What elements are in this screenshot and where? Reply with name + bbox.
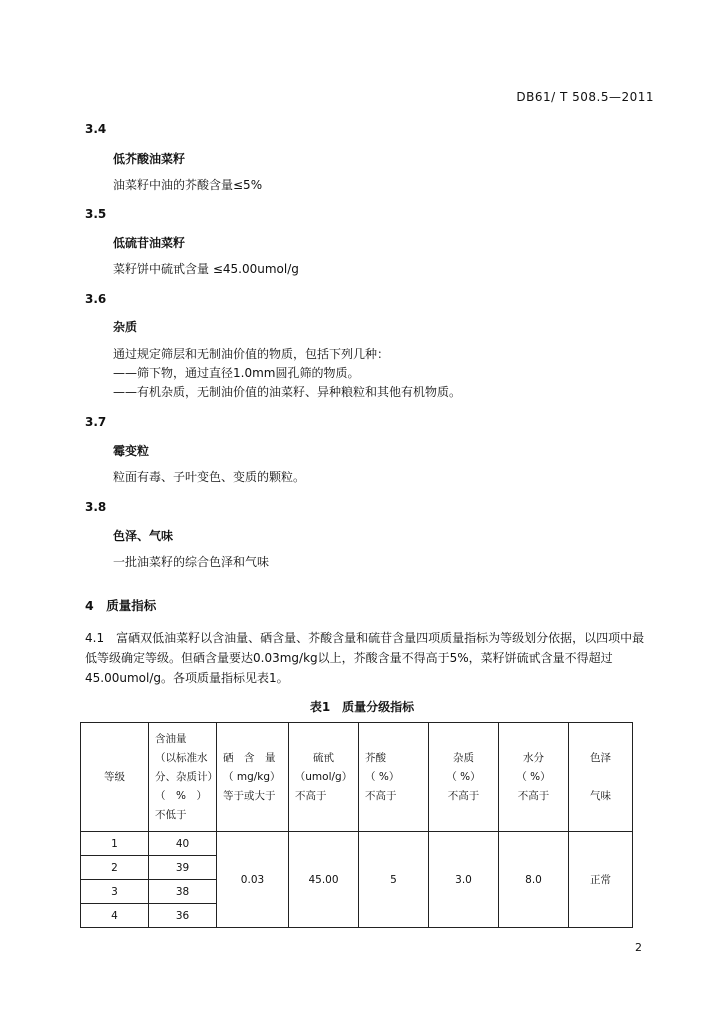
header-impurity-line-1: 杂质 (453, 751, 474, 764)
header-grade (81, 723, 149, 832)
header-impurity-line-2: （ %） (446, 770, 481, 783)
paragraph-4-1: 4.1 富硒双低油菜籽以含油量、硒含量、芥酸含量和硫苷含量四项质量指标为等级划分依据，以四项中最低等级确定等级。但硒含量要达0.03mg/kg以上，芥酸含量不得高于5%，菜籽饼硫甙含量不得超过45.00umol/g。各项质量指标见表1。 (85, 631, 645, 685)
cell-oil: 40 (149, 832, 217, 856)
header-color-odor (569, 723, 633, 832)
quality-grade-table (80, 722, 633, 928)
cell-impurity: 3.0 (429, 832, 499, 928)
header-moisture-line-2: （ %） (516, 770, 551, 783)
header-gsl-line-1: 硫甙 (313, 751, 334, 764)
cell-selenium: 0.03 (217, 832, 289, 928)
cell-moisture: 8.0 (499, 832, 569, 928)
section-number-3-8: 3.8 (85, 500, 107, 514)
table-header-row (81, 723, 633, 832)
section-term-3-8: 色泽、气味 (113, 529, 174, 543)
cell-erucic-acid: 5 (359, 832, 429, 928)
header-color-line-2: 气味 (590, 789, 611, 802)
header-oil-line-3: 分、杂质计） (155, 770, 218, 783)
header-erucic-acid (359, 723, 429, 832)
header-selenium-content (217, 723, 289, 832)
header-moisture-line-1: 水分 (523, 751, 544, 764)
section-term-3-6: 杂质 (113, 320, 138, 334)
header-color-line-1: 色泽 (590, 751, 611, 764)
cell-color-odor: 正常 (569, 832, 633, 928)
header-gsl-line-3: 不高于 (295, 789, 327, 802)
standard-code: DB61/ T 508.5—2011 (516, 90, 654, 104)
section-term-3-7: 霉变粒 (113, 444, 150, 458)
section-number-3-4: 3.4 (85, 122, 107, 136)
header-erucic-line-1: 芥酸 (365, 751, 386, 764)
header-erucic-line-2: （ %） (365, 770, 400, 783)
header-gsl-line-2: （umol/g） (294, 770, 353, 783)
section-term-3-5: 低硫苷油菜籽 (113, 236, 186, 250)
section-definition-3-4: 油菜籽中油的芥酸含量≤5% (113, 178, 263, 192)
header-oil-content (149, 723, 217, 832)
section-definition-3-5: 菜籽饼中硫甙含量 ≤45.00umol/g (113, 262, 299, 276)
header-se-line-3: 等于或大于 (223, 789, 276, 802)
header-impurity-line-3: 不高于 (447, 789, 480, 802)
table-row (81, 832, 633, 856)
section-definition-3-6-line-2: ——筛下物，通过直径1.0mm圆孔筛的物质。 (113, 366, 360, 380)
header-grade-label: 等级 (104, 770, 125, 783)
cell-grade: 2 (81, 856, 149, 880)
header-impurity (429, 723, 499, 832)
header-moisture-line-3: 不高于 (517, 789, 550, 802)
header-oil-line-4: （ % ） (155, 789, 207, 802)
cell-oil: 39 (149, 856, 217, 880)
cell-glucosinolate: 45.00 (289, 832, 359, 928)
section-definition-3-7: 粒面有毒、子叶变色、变质的颗粒。 (113, 470, 306, 484)
cell-oil: 38 (149, 880, 217, 904)
header-glucosinolate (289, 723, 359, 832)
section-number-3-5: 3.5 (85, 207, 107, 221)
cell-oil: 36 (149, 904, 217, 928)
section-definition-3-8: 一批油菜籽的综合色泽和气味 (113, 555, 270, 569)
section-term-3-4: 低芥酸油菜籽 (113, 152, 186, 166)
header-se-line-1: 硒 含 量 (223, 751, 276, 764)
cell-grade: 4 (81, 904, 149, 928)
section-number-3-6: 3.6 (85, 292, 107, 306)
section-definition-3-6-line-3: ——有机杂质，无制油价值的油菜籽、异种粮粒和其他有机物质。 (113, 385, 462, 399)
section-definition-3-6-line-1: 通过规定筛层和无制油价值的物质，包括下列几种： (113, 347, 390, 361)
header-moisture (499, 723, 569, 832)
page-number: 2 (635, 941, 642, 954)
chapter-4-heading: 4 质量指标 (85, 598, 157, 613)
section-number-3-7: 3.7 (85, 415, 107, 429)
header-oil-line-5: 不低于 (155, 808, 187, 821)
header-erucic-line-3: 不高于 (365, 789, 397, 802)
cell-grade: 3 (81, 880, 149, 904)
cell-grade: 1 (81, 832, 149, 856)
header-oil-line-1: 含油量 (155, 732, 187, 745)
header-se-line-2: （ mg/kg） (223, 770, 281, 783)
header-oil-line-2: （以标准水 (155, 751, 208, 764)
table-title: 表1 质量分级指标 (309, 700, 415, 714)
